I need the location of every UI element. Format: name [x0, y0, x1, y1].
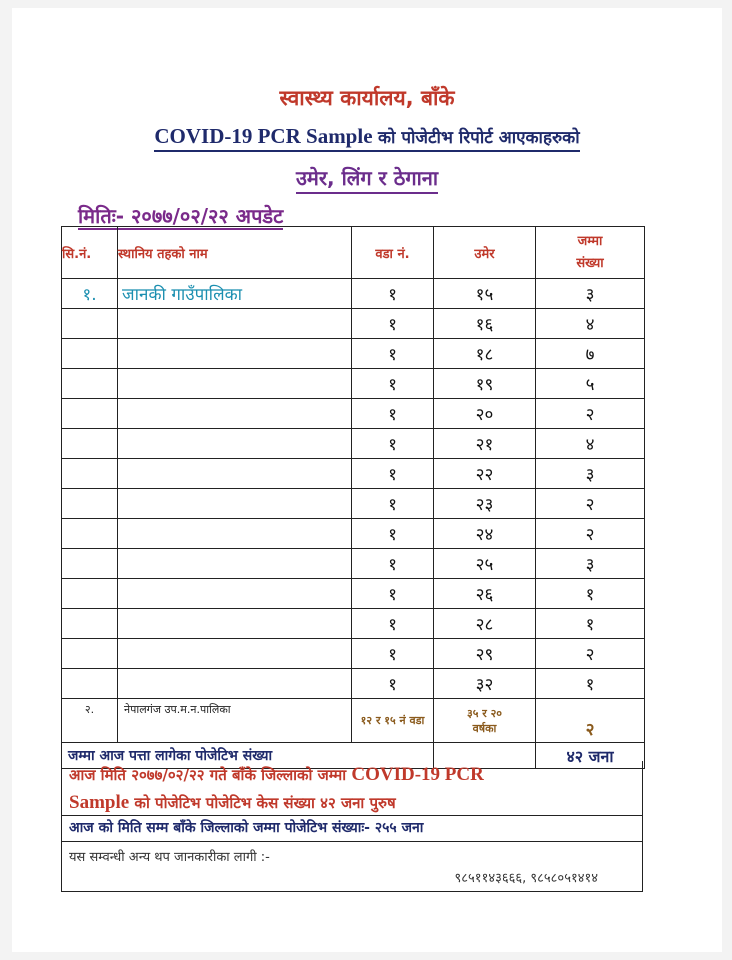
row-sn — [62, 669, 118, 699]
table-row — [62, 309, 645, 339]
total-value: ४२ जना — [536, 743, 645, 769]
row-count: ७ — [536, 339, 645, 369]
row-name: जानकी गाउँपालिका — [118, 279, 352, 309]
row-ward: १ — [352, 459, 434, 489]
row-ward: १ — [352, 609, 434, 639]
row-age: २३ — [434, 489, 536, 519]
row-name — [118, 579, 352, 609]
row-name — [118, 429, 352, 459]
row-sn — [62, 609, 118, 639]
row-sn — [62, 489, 118, 519]
row-age: २९ — [434, 639, 536, 669]
row-name — [118, 459, 352, 489]
table-row — [62, 579, 645, 609]
row-age: १५ — [434, 279, 536, 309]
row-count: २ — [536, 639, 645, 669]
row-sn — [62, 459, 118, 489]
row-age: २६ — [434, 579, 536, 609]
row-count: १ — [536, 669, 645, 699]
table-row — [62, 459, 645, 489]
row-ward: १२ र १५ नं वडा — [352, 699, 434, 743]
row-count: २ — [536, 489, 645, 519]
row-count: १ — [536, 579, 645, 609]
row-name — [118, 639, 352, 669]
row-sn: १. — [62, 279, 118, 309]
row-age: २२ — [434, 459, 536, 489]
phone-numbers: ९८५११४३६६६, ९८५८०५१४१४ — [454, 871, 598, 886]
row-count: ३ — [536, 459, 645, 489]
row-ward: १ — [352, 489, 434, 519]
row-name — [118, 399, 352, 429]
row-count: २ — [536, 519, 645, 549]
row-name — [118, 489, 352, 519]
row-ward: १ — [352, 369, 434, 399]
row-sn — [62, 519, 118, 549]
table-row — [62, 639, 645, 669]
row-ward: १ — [352, 399, 434, 429]
row-count: ४ — [536, 429, 645, 459]
row-ward: १ — [352, 519, 434, 549]
row-ward: १ — [352, 309, 434, 339]
row-count: ४ — [536, 309, 645, 339]
row-sn — [62, 399, 118, 429]
row-age: ३५ र २० वर्षका — [434, 699, 536, 743]
row-age: २८ — [434, 609, 536, 639]
row-name — [118, 369, 352, 399]
table-row — [62, 519, 645, 549]
report-date: मितिः- २०७७/०२/२२ अपडेट — [78, 204, 284, 228]
row-name — [118, 519, 352, 549]
cumulative-summary: आज को मिति सम्म बाँके जिल्लाको जम्मा पोजेटिभ संख्याः- २५५ जना — [61, 816, 643, 842]
row-ward: १ — [352, 429, 434, 459]
table-row — [62, 549, 645, 579]
table-row — [62, 669, 645, 699]
row-ward: १ — [352, 339, 434, 369]
table-row — [62, 279, 645, 309]
row-ward: १ — [352, 549, 434, 579]
office-title: स्वास्थ्य कार्यालय, बाँके — [279, 86, 455, 110]
row-age: १८ — [434, 339, 536, 369]
row-count: २ — [536, 399, 645, 429]
row-age: २० — [434, 399, 536, 429]
row-age: २१ — [434, 429, 536, 459]
row-ward: १ — [352, 279, 434, 309]
table-row — [62, 369, 645, 399]
row-count: १ — [536, 609, 645, 639]
row-sn — [62, 369, 118, 399]
row-name — [118, 609, 352, 639]
col-age: उमेर — [434, 227, 536, 279]
col-sn: सि.नं. — [62, 227, 118, 279]
table-row — [62, 699, 645, 743]
row-age: १९ — [434, 369, 536, 399]
report-title — [12, 124, 722, 152]
row-name: नेपालगंज उप.म.न.पालिका — [118, 699, 352, 743]
report-subtitle: उमेर, लिंग र ठेगाना — [12, 164, 722, 194]
row-sn — [62, 309, 118, 339]
row-sn: २. — [62, 699, 118, 743]
row-age: २४ — [434, 519, 536, 549]
row-count: ३ — [536, 279, 645, 309]
row-name — [118, 339, 352, 369]
row-name — [118, 549, 352, 579]
row-name — [118, 669, 352, 699]
row-sn — [62, 639, 118, 669]
row-age: ३२ — [434, 669, 536, 699]
today-summary: आज मिति २०७७/०२/२२ गते बाँके जिल्लाको जम्मा COVID-19 PCR Sample को पोजेटिभ पोजेटिभ केस संख्या ४२ जना पुरुष — [61, 761, 643, 816]
table-row — [62, 609, 645, 639]
row-ward: १ — [352, 639, 434, 669]
contact-info — [61, 842, 643, 892]
cases-table — [61, 226, 645, 769]
row-sn — [62, 429, 118, 459]
row-age: २५ — [434, 549, 536, 579]
row-count: ३ — [536, 549, 645, 579]
table-row — [62, 429, 645, 459]
row-ward: १ — [352, 669, 434, 699]
row-name — [118, 309, 352, 339]
row-sn — [62, 579, 118, 609]
report-title-np: को पोजेटीभ रिपोर्ट आएकाहरुको — [377, 128, 580, 148]
info-label: यस सम्वन्धी अन्य थप जानकारीका लागी :- — [69, 850, 270, 865]
table-header — [62, 227, 645, 279]
row-age: १६ — [434, 309, 536, 339]
table-row — [62, 489, 645, 519]
col-name: स्थानिय तहको नाम — [118, 227, 352, 279]
row-count: २ — [536, 699, 645, 743]
row-ward: १ — [352, 579, 434, 609]
row-sn — [62, 339, 118, 369]
total-label: जम्मा आज पत्ता लागेका पोजेटिभ संख्या — [62, 743, 434, 769]
table-row — [62, 339, 645, 369]
table-row — [62, 399, 645, 429]
row-sn — [62, 549, 118, 579]
col-ward: वडा नं. — [352, 227, 434, 279]
col-count: जम्मा संख्या — [536, 227, 645, 279]
row-count: ५ — [536, 369, 645, 399]
report-title-en: COVID-19 PCR Sample — [154, 124, 373, 148]
